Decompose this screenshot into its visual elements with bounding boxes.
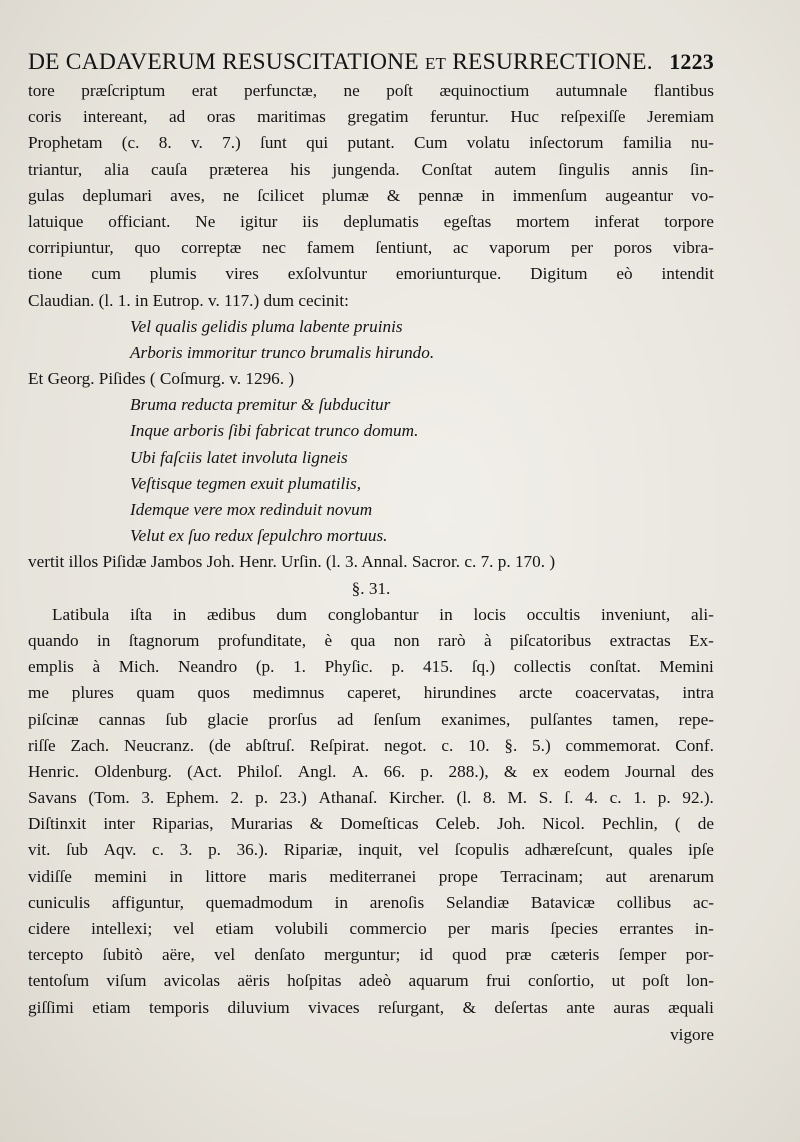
text-line: Claudian. (l. 1. in Eutrop. v. 117.) dum cecinit: xyxy=(28,290,349,310)
running-header xyxy=(28,48,714,78)
header-title-part1: DE CADAVERUM RESUSCITATIONE xyxy=(28,49,419,75)
section-number: §. 31. xyxy=(351,578,391,598)
text-line: triantur, alia cauſa præterea his jungenda. Conſtat autem ſingulis annis ſin- xyxy=(28,159,714,179)
verse-line: Vel qualis gelidis pluma labente pruinis xyxy=(130,316,403,336)
text-line: tercepto ſubitò aëre, vel denſato merguntur; id quod præ cæteris ſemper por- xyxy=(28,945,714,965)
text-line: Savans (Tom. 3. Ephem. 2. p. 23.) Athanaſ. Kircher. (l. 8. M. S. ſ. 4. c. 1. p. 92.). xyxy=(28,788,714,808)
text-line: piſcinæ cannas ſub glacie prorſus ad ſenſum exanimes, pulſantes tamen, repe- xyxy=(28,709,714,729)
catchword: vigore xyxy=(670,1025,714,1044)
verse-line: Ubi faſciis latet involuta ligneis xyxy=(130,447,348,467)
text-line: cuniculis affiguntur, quemadmodum in arenoſis Selandiæ Batavicæ collibus ac- xyxy=(28,892,714,912)
closing-line: vertit illos Piſidæ Jambos Joh. Henr. Urſin. (l. 3. Annal. Sacror. c. 7. p. 170. ) xyxy=(28,552,556,572)
text-line: gulas deplumari aves, ne ſcilicet plumæ & pennæ in immenſum augeantur vo- xyxy=(28,185,714,205)
text-line: Henric. Oldenburg. (Act. Philoſ. Angl. A. 66. p. 288.), & ex eodem Journal des xyxy=(28,761,714,781)
text-line: Latibula iſta in ædibus dum conglobantur in locis occultis inveniunt, ali- xyxy=(52,604,714,624)
paragraph-2 xyxy=(28,602,714,1021)
verse-line: Velut ex ſuo redux ſepulchro mortuus. xyxy=(130,526,388,546)
page-body xyxy=(28,78,714,1021)
interlude-line: Et Georg. Piſides ( Coſmurg. v. 1296. ) xyxy=(28,369,295,389)
header-title-conjunction: ET xyxy=(424,54,447,73)
header-title xyxy=(28,48,653,78)
text-line: tione cum plumis vires exſolvuntur emoriunturque. Digitum eò intendit xyxy=(28,264,714,284)
text-line: Prophetam (c. 8. v. 7.) ſunt qui putant. Cum volatu inſectorum familia nu- xyxy=(28,133,714,153)
text-line: cidere intellexi; vel etiam volubili commercio per maris ſpecies errantes in- xyxy=(28,919,714,938)
text-line: vidiſſe memini in littore maris mediterranei prope Terracinam; aut arenarum xyxy=(28,866,714,886)
text-line: corripiuntur, quo correptæ nec famem ſentiunt, ac vaporum per poros vibra- xyxy=(28,238,714,258)
verse-line: Inque arboris ſibi fabricat trunco domum. xyxy=(130,421,419,441)
verse-quotation-1 xyxy=(28,314,714,366)
text-line: quando in ſtagnorum profunditate, è qua non rarò à piſcatoribus extractas Ex- xyxy=(28,630,714,650)
text-line: tentoſum viſum avicolas aëris hoſpitas adeò aquarum frui conſortio, ut poſt lon- xyxy=(28,971,714,991)
text-line: me plures quam quos medimnus caperet, hirundines arcte coacervatas, intra xyxy=(28,683,714,703)
text-line: giſſimi etiam temporis diluvium vivaces reſurgant, & deſertas ante auras æquali xyxy=(28,997,714,1017)
verse-line: Bruma reducta premitur & ſubducitur xyxy=(130,395,391,415)
page-number: 1223 xyxy=(669,49,714,74)
text-line: riſſe Zach. Neucranz. (de abſtruſ. Reſpirat. negot. c. 10. §. 5.) commemorat. Conf. xyxy=(28,735,714,755)
text-line: latuique officiant. Ne igitur iis deplumatis egeſtas mortem inferat torpore xyxy=(28,211,714,231)
verse-line: Arboris immoritur trunco brumalis hirundo. xyxy=(130,342,435,362)
text-line: vit. ſub Aqv. c. 3. p. 36.). Ripariæ, inquit, vel ſcopulis adhæreſcunt, quales ipſe xyxy=(28,840,714,860)
verse-line: Veſtisque tegmen exuit plumatilis, xyxy=(130,473,362,493)
text-line: tore præſcriptum erat perfunctæ, ne poſt æquinoctium autumnale flantibus xyxy=(28,81,714,100)
verse-quotation-2 xyxy=(28,392,714,549)
paragraph-1 xyxy=(28,78,714,314)
header-title-part2: RESURRECTIONE. xyxy=(452,49,653,75)
text-line: emplis à Mich. Neandro (p. 1. Phyſic. p. 415. ſq.) collectis conſtat. Memini xyxy=(28,657,714,677)
text-line: Diſtinxit inter Riparias, Murarias & Domeſticas Celeb. Joh. Nicol. Pechlin, ( de xyxy=(28,814,714,834)
text-line: coris intereant, ad oras maritimas gregatim feruntur. Huc reſpexiſſe Jeremiam xyxy=(28,107,714,127)
verse-line: Idemque vere mox redinduit novum xyxy=(130,500,373,519)
